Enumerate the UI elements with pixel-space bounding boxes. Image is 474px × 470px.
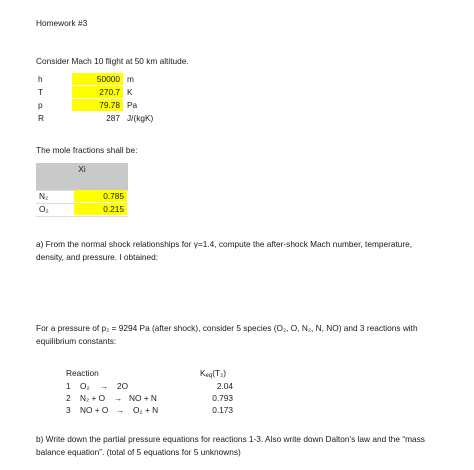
reaction-number: 1 — [66, 381, 71, 391]
reaction-rhs: O₂ + N — [133, 405, 159, 415]
k-symbol: K — [200, 368, 206, 378]
reaction-rhs: NO + N — [129, 393, 157, 403]
table-gray-gap — [36, 177, 128, 190]
condition-symbol: R — [38, 113, 44, 123]
condition-value: 270.7 — [72, 86, 123, 98]
condition-symbol: h — [38, 74, 43, 84]
reaction-lhs: N₂ + O — [80, 393, 106, 403]
condition-value: 50000 — [72, 73, 123, 85]
condition-unit: J/(kgK) — [127, 113, 154, 123]
document-title: Homework #3 — [36, 18, 88, 28]
condition-symbol: p — [38, 100, 43, 110]
reaction-number: 2 — [66, 393, 71, 403]
reaction-number: 3 — [66, 405, 71, 415]
condition-value: 287 — [106, 113, 120, 123]
reaction-rhs: 2O — [117, 381, 129, 391]
reaction-header: Reaction — [66, 368, 99, 378]
species-label: O₂ — [39, 204, 49, 214]
condition-unit: m — [127, 74, 134, 84]
k-subscript: eq — [205, 373, 213, 379]
k-value: 2.04 — [216, 381, 233, 391]
pressure-text: For a pressure of p₂ = 9294 Pa (after shock), consider 5 species (O₂, O, N₂, N, NO) and 3 reactions with equilibrium constants: — [36, 323, 418, 346]
k-value: 0.793 — [212, 393, 233, 403]
k-argument: (T₂) — [212, 368, 227, 378]
condition-value: 79.78 — [72, 99, 123, 111]
mole-fraction-value: 0.215 — [74, 203, 127, 215]
condition-unit: K — [127, 87, 133, 97]
reaction-lhs: NO + O — [80, 405, 109, 415]
mole-intro-text: The mole fractions shall be: — [36, 145, 138, 155]
arrow-icon: → — [100, 381, 109, 391]
k-value: 0.173 — [212, 405, 233, 415]
condition-unit: Pa — [127, 100, 138, 110]
arrow-icon: → — [114, 393, 123, 403]
arrow-icon: → — [116, 405, 125, 415]
k-eq-header — [200, 368, 226, 378]
species-label: N₂ — [39, 191, 49, 201]
condition-symbol: T — [38, 87, 44, 97]
reaction-lhs: O₂ — [80, 381, 90, 391]
part-b-text: b) Write down the partial pressure equations for reactions 1-3. Also write down Dalton’s law and the “mass balance equation”. (total of 5 equations for 5 unknowns) — [36, 434, 425, 457]
mole-fraction-value: 0.785 — [74, 190, 127, 202]
intro-text: Consider Mach 10 flight at 50 km altitude. — [36, 56, 189, 66]
part-a-text: a) From the normal shock relationships for γ=1.4, compute the after-shock Mach number, temperature, density, and pressure. I obtained: — [36, 239, 413, 262]
xi-header: Xi — [78, 164, 86, 174]
